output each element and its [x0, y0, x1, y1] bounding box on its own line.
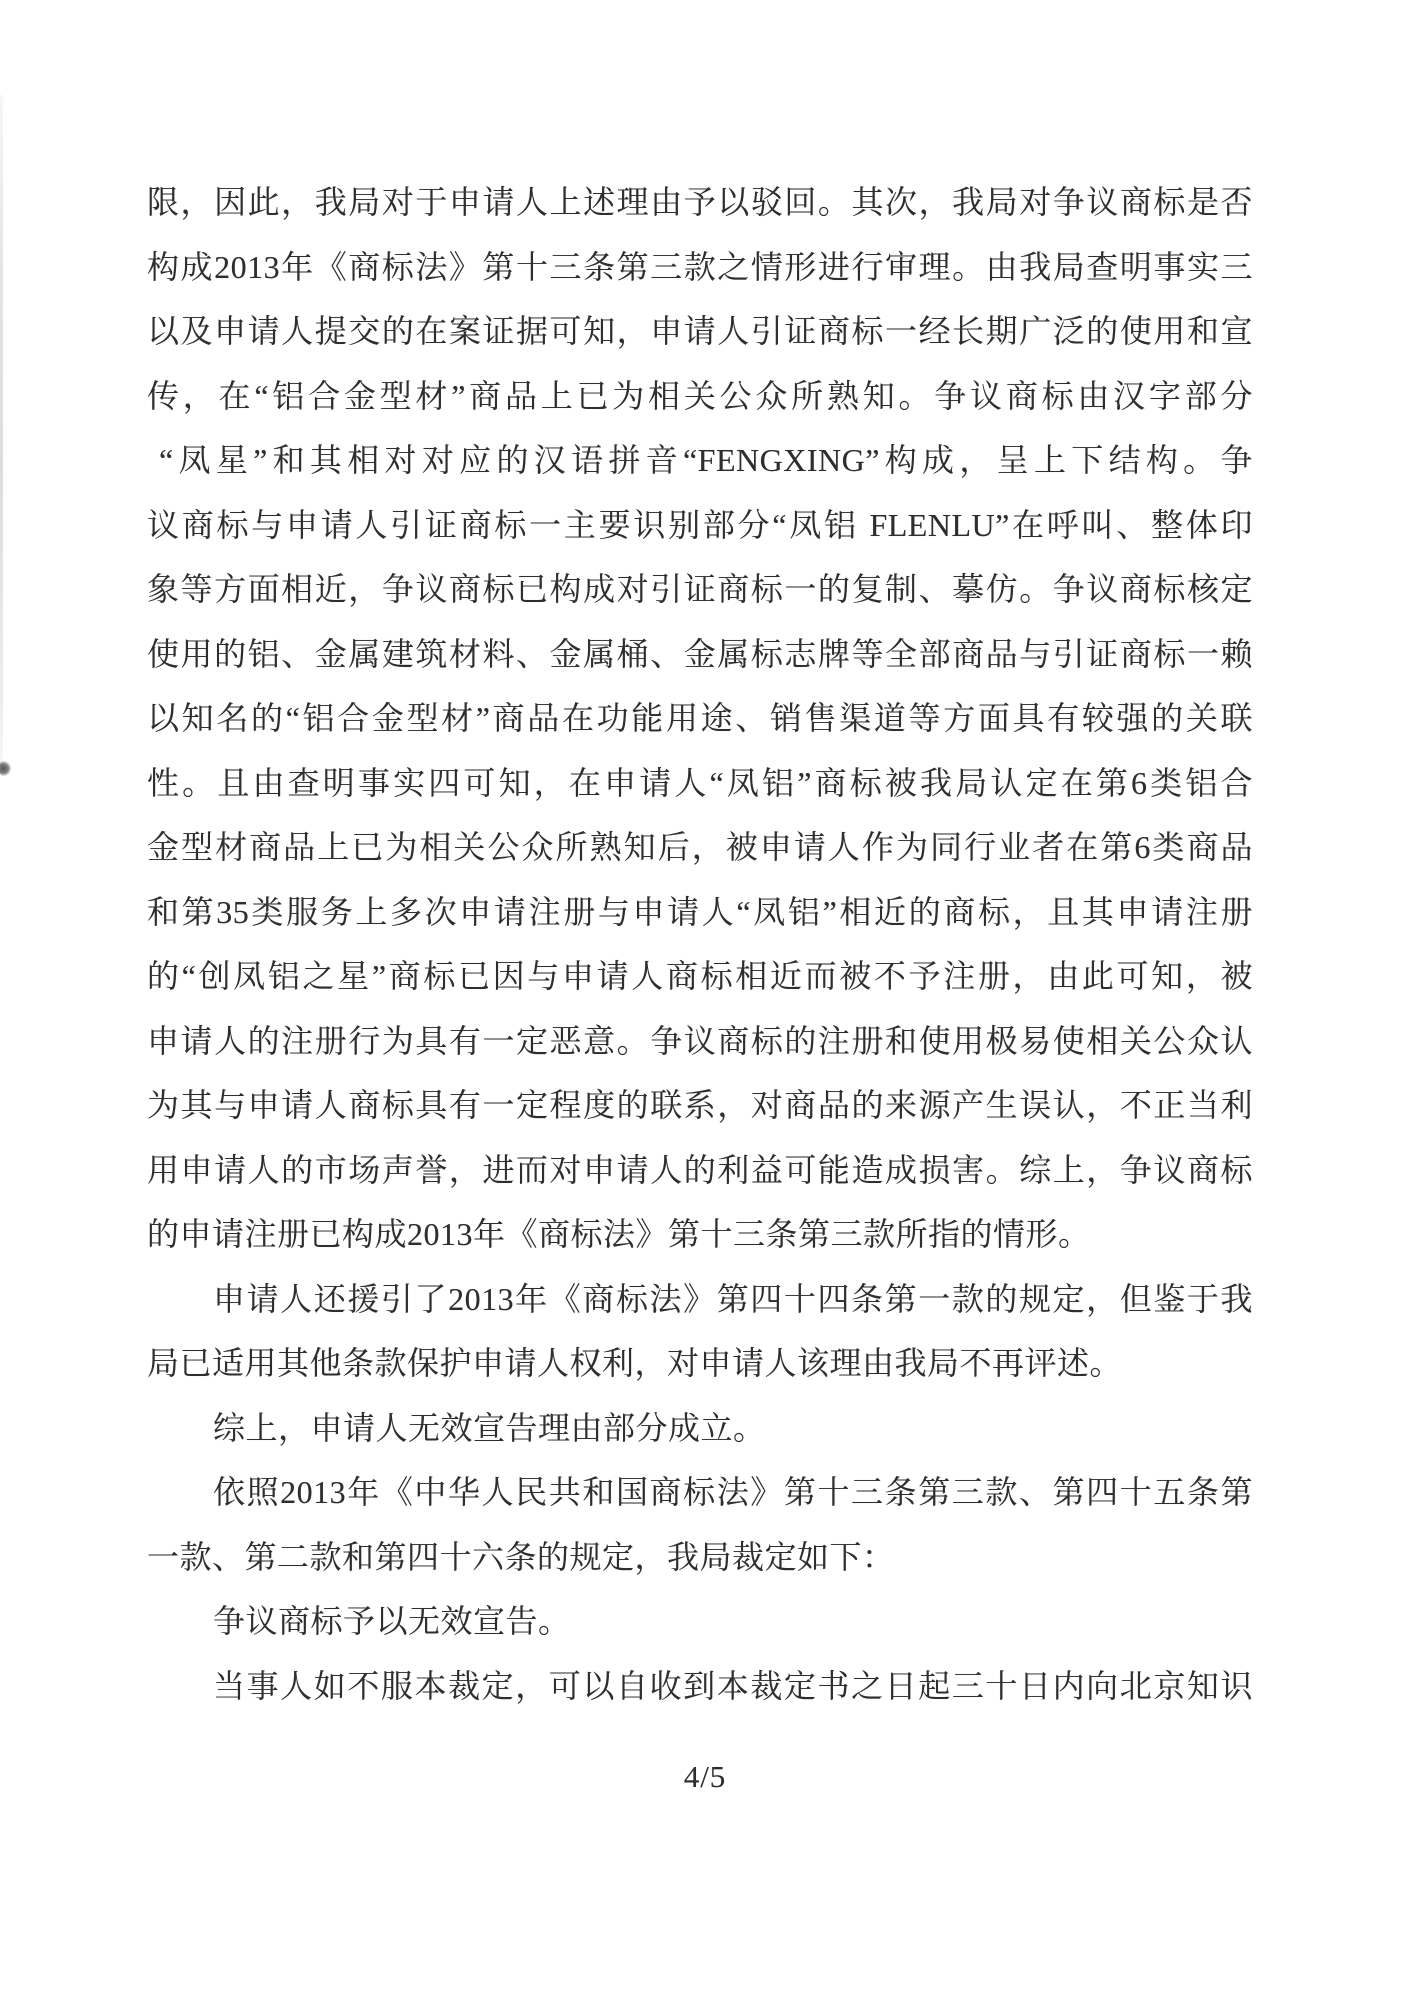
page-number: 4/5	[683, 1759, 727, 1794]
text-line-5: “凤星”和其相对对应的汉语拼音“FENGXING”构成，呈上下结构。争	[159, 442, 1253, 478]
text-line-2: 构成2013年《商标法》第十三条第三款之情形进行审理。由我局查明事实三	[147, 248, 1253, 285]
document-body	[147, 170, 1253, 1718]
text-line-3: 以及申请人提交的在案证据可知，申请人引证商标一经长期广泛的使用和宣	[147, 313, 1253, 349]
text-line-21: 依照2013年《中华人民共和国商标法》第十三条第三款、第四十五条第	[213, 1474, 1253, 1510]
text-line-7: 象等方面相近，争议商标已构成对引证商标一的复制、摹仿。争议商标核定	[147, 571, 1253, 607]
scan-edge-artifact	[0, 95, 3, 775]
text-line-15: 为其与申请人商标具有一定程度的联系，对商品的来源产生误认，不正当利	[147, 1087, 1253, 1123]
text-line-18: 申请人还援引了2013年《商标法》第四十四条第一款的规定，但鉴于我	[213, 1280, 1253, 1317]
text-line-20: 综上，申请人无效宣告理由部分成立。	[213, 1409, 766, 1446]
text-line-17: 的申请注册已构成2013年《商标法》第十三条第三款所指的情形。	[147, 1216, 1091, 1252]
text-line-22: 一款、第二款和第四十六条的规定，我局裁定如下：	[147, 1538, 895, 1575]
text-line-10: 性。且由查明事实四可知，在申请人“凤铝”商标被我局认定在第6类铝合	[147, 764, 1253, 801]
text-line-1: 限，因此，我局对于申请人上述理由予以驳回。其次，我局对争议商标是否	[147, 184, 1253, 220]
text-line-9: 以知名的“铝合金型材”商品在功能用途、销售渠道等方面具有较强的关联	[147, 700, 1253, 736]
text-line-13: 的“创凤铝之星”商标已因与申请人商标相近而被不予注册，由此可知，被	[147, 958, 1253, 994]
text-line-12: 和第35类服务上多次申请注册与申请人“凤铝”相近的商标，且其申请注册	[147, 893, 1253, 930]
text-line-11: 金型材商品上已为相关公众所熟知后，被申请人作为同行业者在第6类商品	[147, 829, 1253, 865]
scan-smudge-artifact	[0, 761, 11, 776]
text-line-6: 议商标与申请人引证商标一主要识别部分“凤铝 FLENLU”在呼叫、整体印	[147, 506, 1253, 543]
text-line-8: 使用的铝、金属建筑材料、金属桶、金属标志牌等全部商品与引证商标一赖	[147, 635, 1253, 672]
text-line-19: 局已适用其他条款保护申请人权利，对申请人该理由我局不再评述。	[147, 1345, 1123, 1381]
text-line-14: 申请人的注册行为具有一定恶意。争议商标的注册和使用极易使相关公众认	[147, 1022, 1253, 1059]
text-line-24: 当事人如不服本裁定，可以自收到本裁定书之日起三十日内向北京知识	[213, 1667, 1253, 1704]
text-line-16: 用申请人的市场声誉，进而对申请人的利益可能造成损害。综上，争议商标	[147, 1151, 1253, 1188]
text-line-23: 争议商标予以无效宣告。	[213, 1603, 571, 1639]
text-line-4: 传，在“铝合金型材”商品上已为相关公众所熟知。争议商标由汉字部分	[147, 377, 1253, 414]
